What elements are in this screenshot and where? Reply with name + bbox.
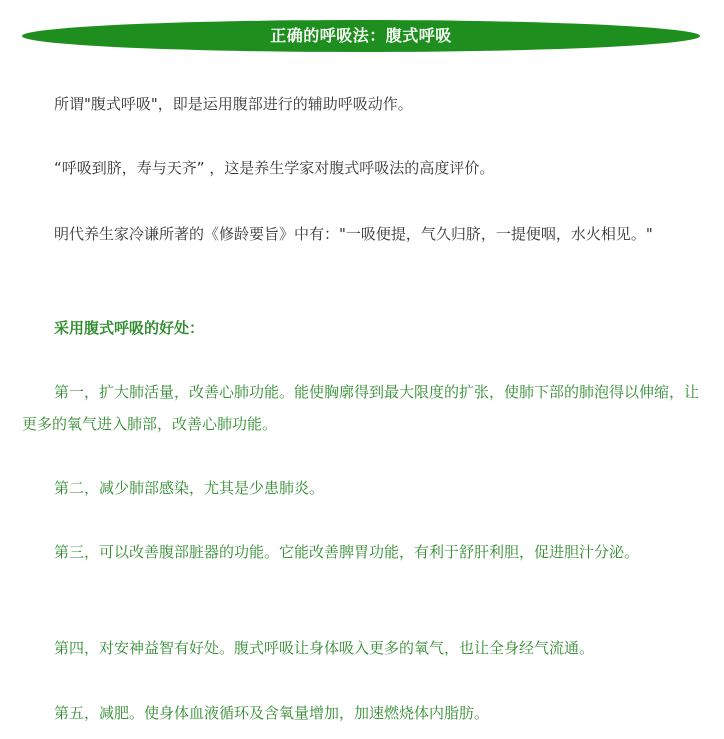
benefit-item-5: 第五，减肥。使身体血液循环及含氧量增加，加速燃烧体内脂肪。 (54, 704, 490, 722)
benefit-item-1: 第一，扩大肺活量，改善心肺功能。能使胸廓得到最大限度的扩张，使肺下部的肺泡得以伸缩，让更多的氧气进入肺部，改善心肺功能。 (22, 383, 700, 433)
benefit-item-4: 第四，对安神益智有好处。腹式呼吸让身体吸入更多的氧气，也让全身经气流通。 (54, 639, 595, 657)
benefit-item-3: 第三，可以改善腹部脏器的功能。它能改善脾胃功能，有利于舒肝利胆，促进胆汁分泌。 (54, 543, 640, 561)
banner-title: 正确的呼吸法：腹式呼吸 (270, 26, 452, 45)
benefits-heading: 采用腹式呼吸的好处： (54, 319, 205, 337)
intro-paragraph-3: 明代养生家冷谦所著的《修龄要旨》中有："一吸便提，气久归脐，一提便咽，水火相见。" (54, 225, 653, 243)
intro-paragraph-2: “呼吸到脐，寿与天齐” ，这是养生学家对腹式呼吸法的高度评价。 (54, 159, 495, 177)
intro-paragraph-1: 所谓"腹式呼吸"，即是运用腹部进行的辅助呼吸动作。 (54, 95, 413, 113)
title-banner (22, 20, 700, 52)
benefit-item-2: 第二，减少肺部感染，尤其是少患肺炎。 (54, 479, 325, 497)
